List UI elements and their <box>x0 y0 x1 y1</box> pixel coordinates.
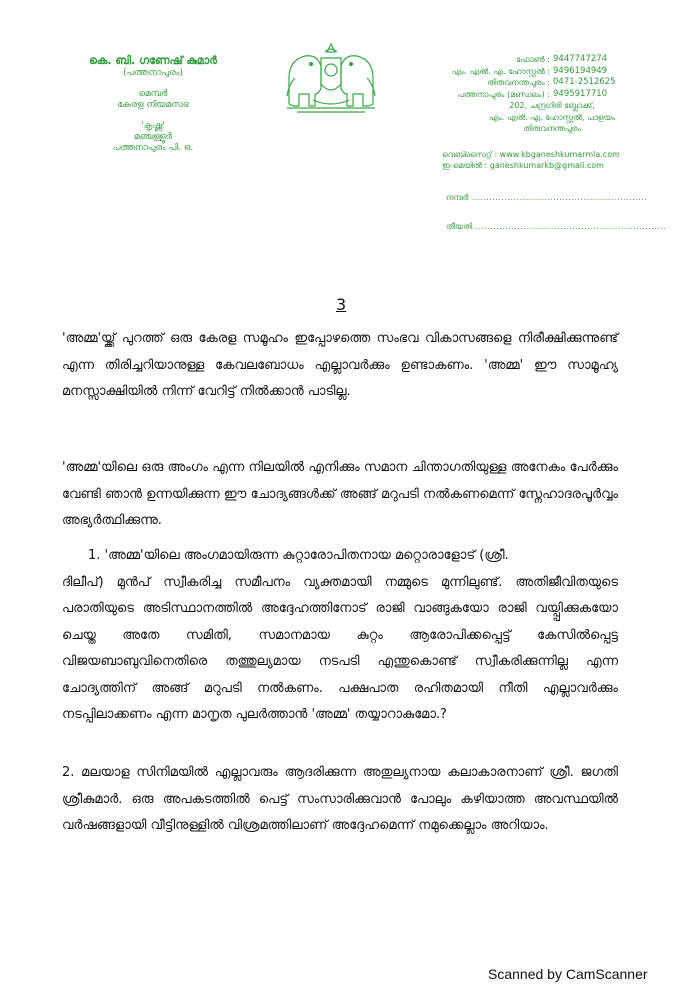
website: വെബ്സൈറ്റ് : www.kbganeshkumarmla.com <box>442 149 620 159</box>
date-line: തീയതി ............................................................... <box>446 222 667 231</box>
sender-place: മഞ്ചള്ളൂർ <box>134 132 172 142</box>
scanner-watermark: Scanned by CamScanner <box>488 966 648 982</box>
paragraph <box>62 543 618 729</box>
contact-row: പത്തനാപുരം (മണ്ഡലം) : 9495917710 <box>457 88 608 99</box>
sender-post: പത്തനാപുരം പി. ഒ. <box>112 143 194 153</box>
paragraph: 2. മലയാള സിനിമയിൽ എല്ലാവരും ആദരിക്കുന്ന അതുല്യനായ കലാകാരനാണ് ശ്രീ. ജഗതി ശ്രീകുമാർ. ഒരു അപകടത്തിൽ പെട്ട് സംസാരിക്കുവാൻ പോലും കഴിയാത്ത അവസ്ഥയിൽ വർഷങ്ങളായി വീട്ടിനുള്ളിൽ വിശ്രമത്തിലാണ് അദ്ദേഹമെന്ന് നമുക്കെല്ലാം അറിയാം. <box>62 765 618 833</box>
email: ഇ-മെയിൽ : ganeshkumarkb@gmail.com <box>442 161 604 170</box>
paragraph: 'അമ്മ'യ്ക്ക് പുറത്ത് ഒരു കേരള സമൂഹം ഇപ്പോഴത്തെ സംഭവ വികാസങ്ങളെ നിരീക്ഷിക്കുന്നുണ്ട് എന്ന തിരിച്ചറിയാനുള്ള കേവലബോധം എല്ലാവർക്കും ഉണ്ടാകണം. 'അമ്മ' ഈ സാമൂഹ്യ മനസ്സാക്ഷിയിൽ നിന്ന് വേറിട്ട് നിൽക്കാൻ പാടില്ല. <box>62 331 618 399</box>
sender-role: മെമ്പർ <box>138 89 168 99</box>
paragraph-first-line: 1. 'അമ്മ'യിലെ അംഗമായിരുന്ന കുറ്റാരോപിതനായ മറ്റൊരാളോട് (ശ്രീ. <box>88 548 509 563</box>
web-contact <box>442 149 652 172</box>
ref-number-line: നമ്പർ .......................................................... <box>446 193 648 202</box>
sender-assembly: കേരള നിയമസഭ <box>117 100 189 110</box>
letterhead-right <box>442 54 652 172</box>
contact-row: എം. എൽ. എ. ഹോസ്റ്റൽ : 9496194949 <box>451 65 608 76</box>
sender-constituency: (പത്തനാപുരം) <box>123 68 183 78</box>
sender-name: കെ. ബി. ഗണേഷ് കുമാർ <box>89 54 217 67</box>
page-number: 3 <box>336 295 347 314</box>
contact-row: ഫോൺ : 9447747274 <box>516 54 608 64</box>
paragraph-body: ദിലീപ്) മുൻപ് സ്വീകരിച്ച സമീപനം വ്യക്തമായി നമ്മുടെ മുന്നിലുണ്ട്. അതിജീവിതയുടെ പരാതിയുടെ അടിസ്ഥാനത്തിൽ അദ്ദേഹത്തിനോട് രാജി വാങ്ങുകയോ രാജി വയ്പ്പിക്കുകയോ ചെയ്ത അതേ സമിതി, സമാനമായ കുറ്റം ആരോപിക്കപ്പെട്ട് കേസിൽപ്പെട്ട വിജയബാബുവിനെതിരെ തത്തുല്യമായ നടപടി എന്തുകൊണ്ട് സ്വീകരിക്കുന്നില്ല എന്ന ചോദ്യത്തിന് അങ്ങ് മറുപടി നൽകണം. പക്ഷപാത രഹിതമായി നീതി എല്ലാവർക്കും നടപ്പിലാക്കണം എന്ന മാനൃത പുലർത്താൻ 'അമ്മ' തയ്യാറാകുമോ.? <box>62 574 618 722</box>
sender-house: 'കൃഷ്ണ' <box>141 121 165 131</box>
hostel-address: 202, ചന്ദ്രഗിരി ബ്ലോക്ക്, എം. എൽ. എ. ഹോസ്റ്റൽ, പാളയം തിരുവനന്തപുരം <box>488 101 616 133</box>
contact-row: തിരുവനന്തപുരം : 0471-2512625 <box>487 77 616 87</box>
paragraph: 'അമ്മ'യിലെ ഒരു അംഗം എന്ന നിലയിൽ എനിക്കും സമാന ചിന്താഗതിയുള്ള അനേകം പേർക്കും വേണ്ടി ഞാൻ ഉന്നയിക്കുന്ന ഈ ചോദ്യങ്ങൾക്ക് അങ്ങ് മറുപടി നൽകണമെന്ന് സ്നേഹാദരപൂർവ്വം അഭ്യർത്ഥിക്കുന്നു. <box>62 460 618 528</box>
letterhead-left <box>58 54 248 154</box>
kerala-state-emblem-icon <box>283 38 379 118</box>
